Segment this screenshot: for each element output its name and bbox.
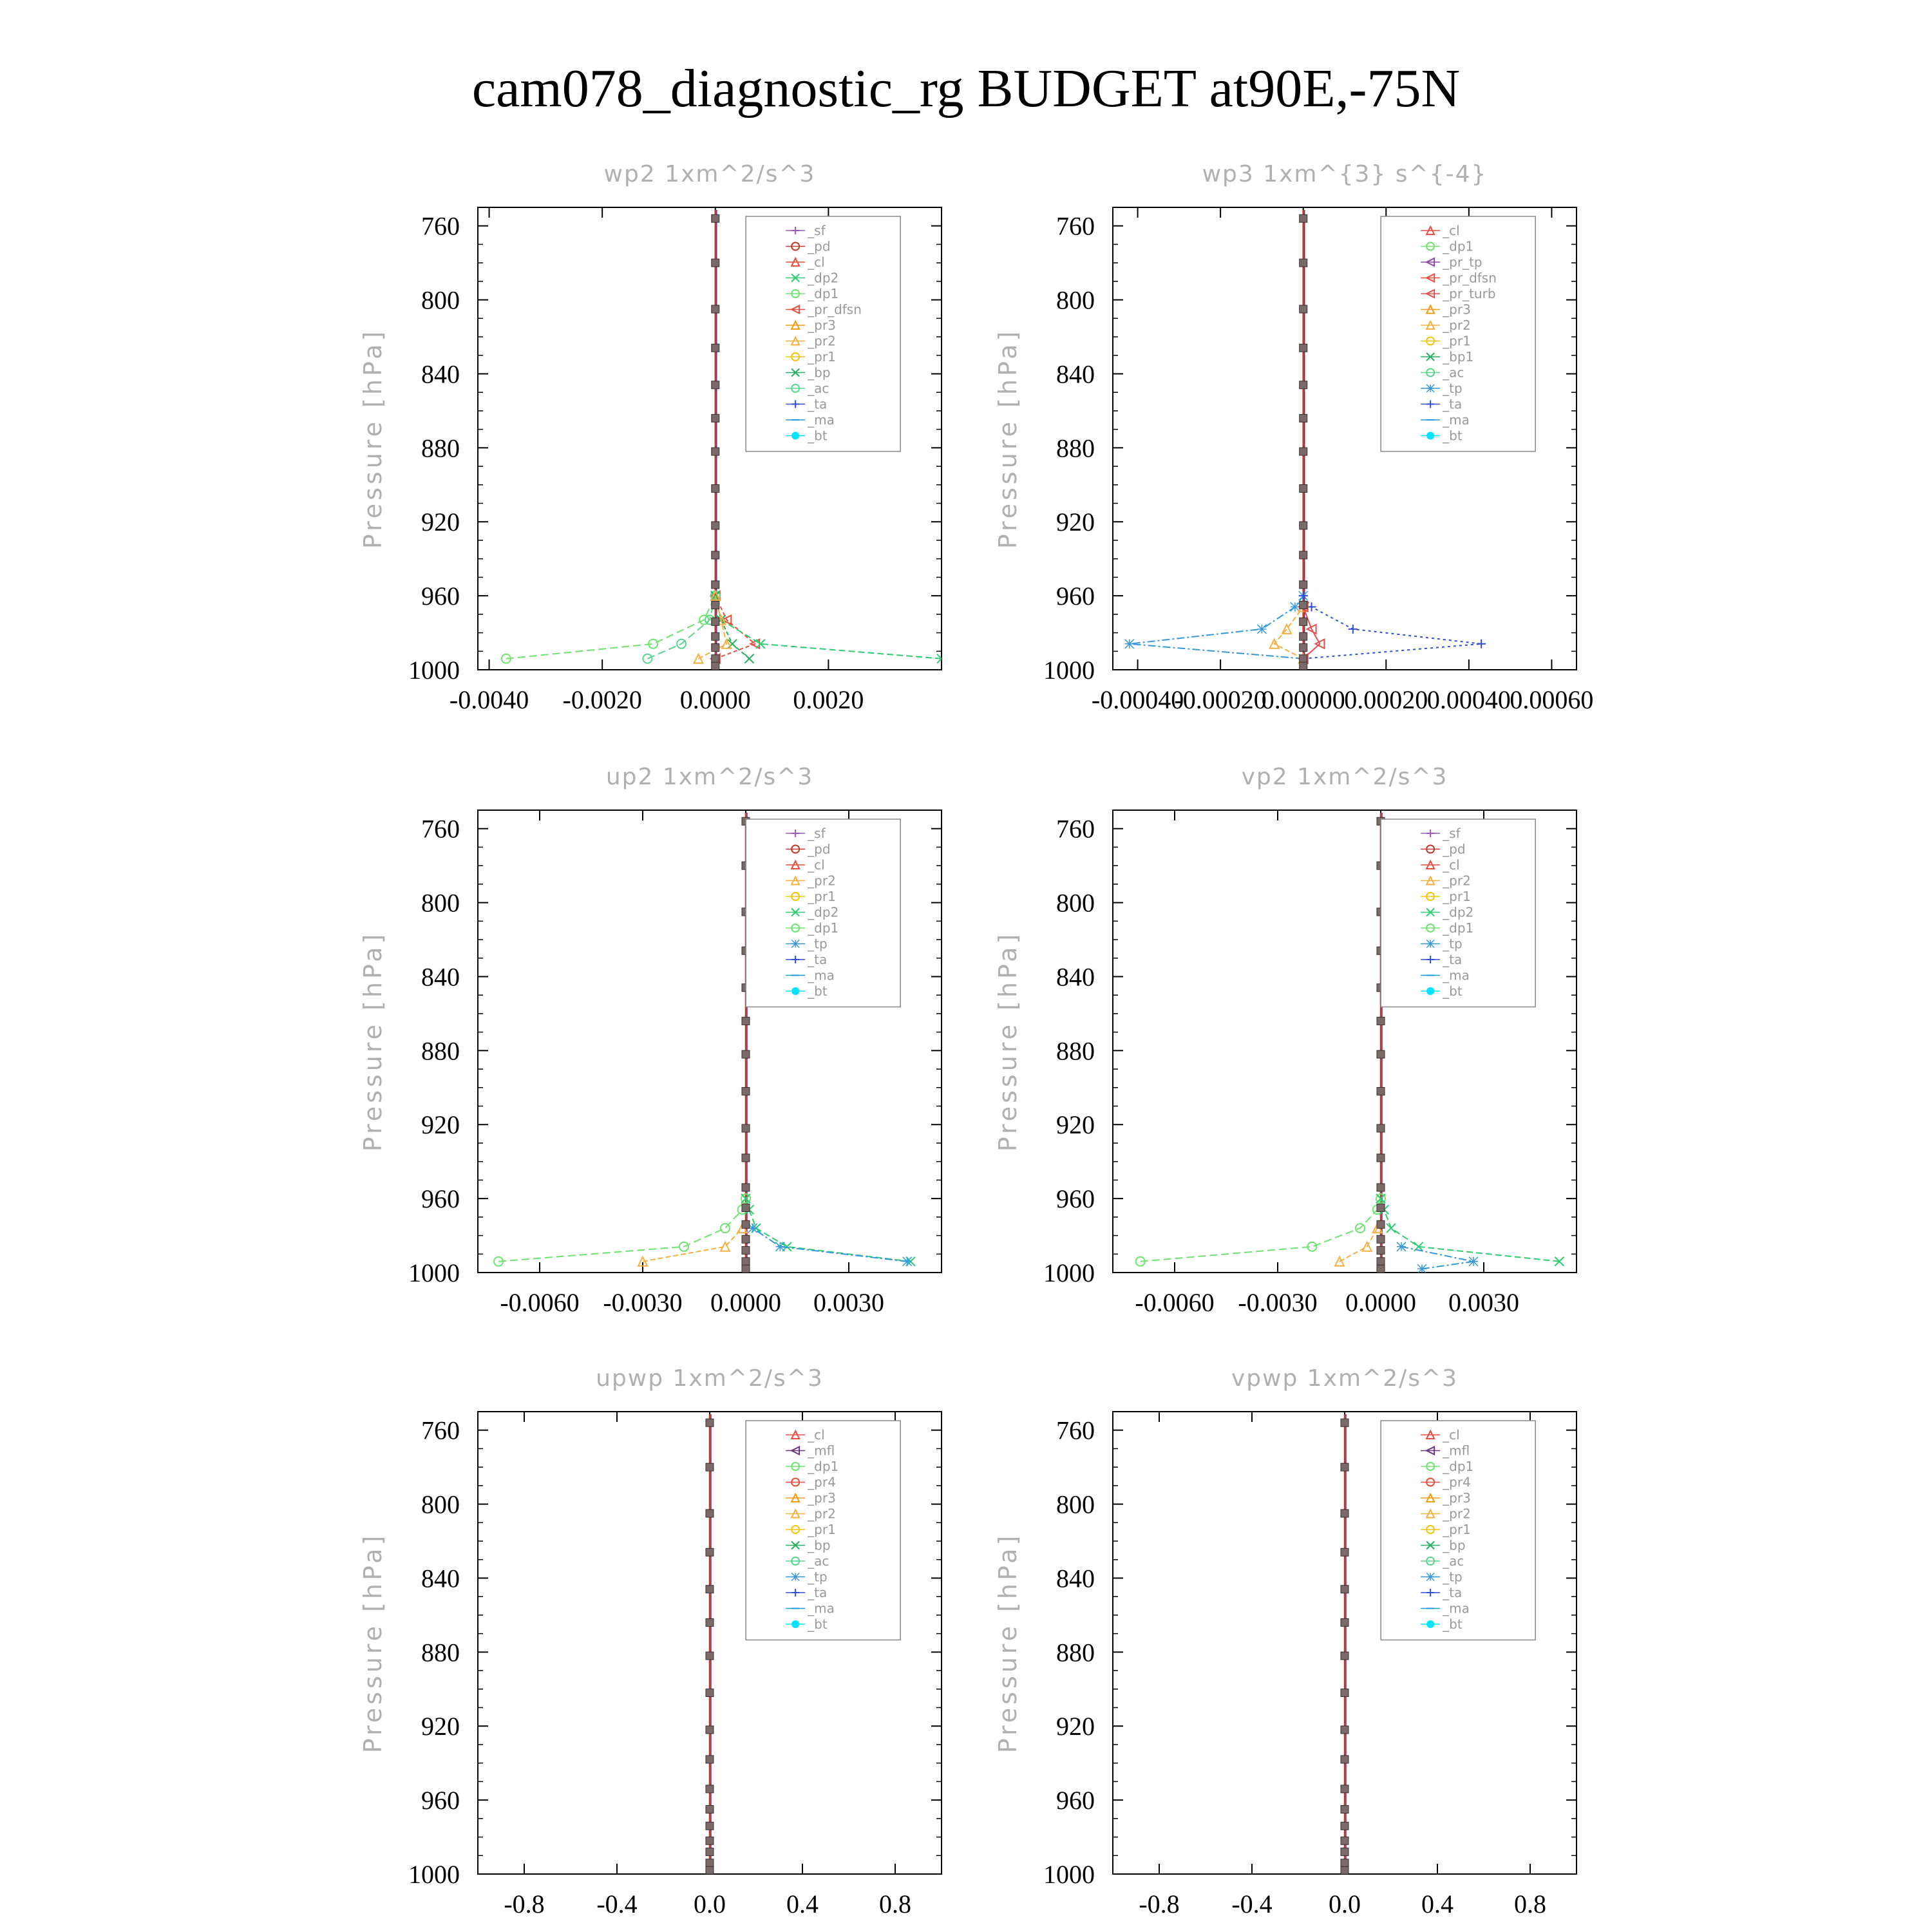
data-point [1469, 1257, 1478, 1266]
y-tick-label: 800 [421, 1490, 460, 1519]
y-tick-label: 760 [421, 814, 460, 844]
x-tick-label: -0.0030 [603, 1288, 683, 1317]
x-tick-label: -0.00040 [1091, 685, 1184, 714]
figure-title: cam078_diagnostic_rg BUDGET at90E,-75N [471, 59, 1461, 118]
x-tick-label: 0.4 [1421, 1889, 1454, 1918]
data-point [712, 618, 719, 625]
y-tick-label: 760 [1056, 211, 1095, 241]
data-point [706, 1463, 714, 1471]
data-point [706, 1689, 714, 1697]
data-point [712, 448, 719, 455]
x-tick-label: 0.8 [1514, 1889, 1546, 1918]
data-point [1341, 1689, 1349, 1697]
data-point [1257, 625, 1266, 634]
legend-label: _pr4 [808, 1474, 836, 1490]
legend-label: _ta [1443, 1585, 1463, 1600]
legend-label: _dp1 [808, 286, 839, 301]
legend-label: _ac [808, 381, 829, 396]
legend-label: _dp1 [808, 1459, 839, 1474]
legend-marker [791, 432, 799, 440]
legend-label: _ac [1443, 365, 1464, 381]
legend-label: _pr2 [1443, 317, 1471, 333]
legend-label: _pr1 [808, 889, 836, 904]
y-tick-label: 800 [1056, 888, 1095, 918]
legend-label: _ta [808, 952, 828, 967]
legend-label: _pr3 [1443, 301, 1471, 317]
data-point [712, 259, 719, 267]
legend-label: _dp1 [1443, 920, 1474, 936]
data-point [706, 1510, 714, 1517]
data-point [742, 1184, 750, 1191]
data-point [1341, 1837, 1349, 1844]
legend-label: _sf [808, 826, 826, 841]
data-point [1341, 1419, 1349, 1426]
data-point [706, 1586, 714, 1593]
y-tick-label: 840 [1056, 962, 1095, 992]
legend-label: _ma [1443, 1600, 1470, 1616]
data-point [1300, 551, 1307, 559]
data-point [1300, 632, 1307, 640]
x-tick-label: 0.0 [1329, 1889, 1361, 1918]
legend-label: _dp2 [808, 904, 839, 920]
legend-label: _bt [1443, 983, 1463, 999]
data-point [742, 1235, 750, 1243]
data-point [742, 1154, 750, 1162]
data-point [1377, 1204, 1385, 1211]
legend-label: _bp1 [1443, 349, 1474, 365]
legend-label: _pd [808, 238, 831, 254]
legend-label: _dp1 [1443, 238, 1474, 254]
y-tick-label: 960 [421, 1184, 460, 1214]
data-point [706, 1618, 714, 1626]
legend-label: _ta [1443, 396, 1463, 412]
legend-label: _bt [1443, 1616, 1463, 1632]
y-tick-label: 1000 [408, 1258, 460, 1287]
legend-marker [791, 987, 799, 995]
panel-title: wp3 1xm^{3} s^{-4} [1202, 161, 1488, 187]
y-tick-label: 1000 [1043, 1860, 1095, 1889]
data-point [1377, 1124, 1385, 1132]
data-point [706, 1726, 714, 1734]
data-point [1300, 618, 1307, 625]
data-point [712, 414, 719, 422]
x-tick-label: 0.0030 [1448, 1288, 1519, 1317]
y-tick-label: 840 [421, 962, 460, 992]
y-axis-label: Pressure [hPa] [359, 328, 387, 549]
panel-title: wp2 1xm^2/s^3 [603, 161, 816, 187]
y-tick-label: 880 [1056, 433, 1095, 463]
legend-label: _pr1 [808, 1522, 836, 1537]
y-axis-label: Pressure [hPa] [359, 1532, 387, 1754]
legend-label: _pr_tp [1443, 254, 1482, 270]
x-tick-label: 0.8 [879, 1889, 911, 1918]
legend-label: _dp2 [1443, 904, 1474, 920]
y-tick-label: 1000 [408, 656, 460, 685]
legend-label: _cl [1443, 1427, 1460, 1443]
data-point [1300, 414, 1307, 422]
legend-label: _pr_dfsn [808, 301, 862, 317]
data-point [742, 1050, 750, 1058]
y-tick-label: 880 [421, 433, 460, 463]
data-point [1300, 522, 1307, 529]
legend-label: _cl [808, 857, 825, 873]
legend-marker [791, 1573, 799, 1581]
data-point [1341, 1618, 1349, 1626]
legend-label: _ma [1443, 967, 1470, 983]
legend-label: _ma [808, 412, 835, 428]
legend-label: _bt [1443, 428, 1463, 444]
y-tick-label: 960 [1056, 1786, 1095, 1815]
x-tick-label: -0.4 [596, 1889, 638, 1918]
legend-label: _pr2 [1443, 873, 1471, 889]
y-tick-label: 920 [1056, 1110, 1095, 1140]
x-tick-label: -0.4 [1231, 1889, 1273, 1918]
legend-marker [1426, 987, 1434, 995]
legend-label: _pr_turb [1443, 286, 1496, 301]
data-point [712, 662, 719, 670]
legend-marker [1426, 1620, 1434, 1628]
x-tick-label: 0.00020 [1344, 685, 1428, 714]
x-tick-label: 0.0020 [793, 685, 864, 714]
legend [746, 216, 900, 451]
data-point [742, 1258, 750, 1265]
data-point [712, 601, 719, 609]
legend-label: _bp [1443, 1537, 1466, 1553]
data-point [712, 551, 719, 559]
data-point [1341, 1586, 1349, 1593]
data-point [1341, 1859, 1349, 1867]
data-point [1300, 448, 1307, 455]
data-point [712, 581, 719, 589]
data-point [706, 1848, 714, 1856]
data-point [742, 1017, 750, 1025]
y-tick-label: 800 [1056, 1490, 1095, 1519]
data-point [1300, 601, 1307, 609]
data-point [1341, 1726, 1349, 1734]
legend-label: _ta [808, 396, 828, 412]
y-tick-label: 840 [421, 1564, 460, 1593]
data-point [712, 214, 719, 222]
data-point [903, 1257, 912, 1266]
data-point [1300, 655, 1307, 663]
y-tick-label: 800 [421, 285, 460, 315]
y-tick-label: 1000 [408, 1860, 460, 1889]
y-axis-label: Pressure [hPa] [994, 931, 1022, 1152]
legend-label: _tp [1443, 381, 1463, 396]
y-tick-label: 1000 [1043, 1258, 1095, 1287]
legend-label: _ac [808, 1553, 829, 1569]
legend-label: _tp [1443, 1569, 1463, 1585]
data-point [1417, 1264, 1426, 1273]
legend-label: _cl [808, 1427, 825, 1443]
y-tick-label: 760 [1056, 814, 1095, 844]
y-axis-label: Pressure [hPa] [994, 328, 1022, 549]
x-tick-label: -0.8 [504, 1889, 545, 1918]
data-point [1377, 1235, 1385, 1243]
data-point [1341, 1822, 1349, 1830]
y-tick-label: 760 [421, 211, 460, 241]
legend-label: _pr2 [808, 1506, 836, 1522]
y-tick-label: 920 [421, 507, 460, 537]
legend-label: _tp [1443, 936, 1463, 952]
data-point [712, 381, 719, 389]
legend-label: _pr3 [1443, 1490, 1471, 1506]
legend-label: _ma [1443, 412, 1470, 428]
legend-label: _pr1 [1443, 889, 1471, 904]
y-tick-label: 840 [1056, 1564, 1095, 1593]
data-point [1377, 1184, 1385, 1191]
x-tick-label: -0.0040 [449, 685, 529, 714]
data-point [1125, 639, 1134, 649]
y-tick-label: 880 [421, 1638, 460, 1667]
legend-label: _bp [808, 1537, 831, 1553]
data-point [1300, 305, 1307, 313]
data-point [1300, 581, 1307, 589]
data-point [742, 1088, 750, 1095]
data-point [1300, 644, 1307, 652]
y-tick-label: 960 [1056, 1184, 1095, 1214]
data-point [706, 1805, 714, 1813]
data-point [1377, 1220, 1385, 1228]
legend-label: _dp1 [808, 920, 839, 936]
legend-label: _mfl [808, 1443, 835, 1459]
legend-label: _cl [1443, 857, 1460, 873]
data-point [1300, 485, 1307, 493]
legend-label: _ma [808, 1600, 835, 1616]
y-tick-label: 920 [1056, 1712, 1095, 1741]
data-point [712, 485, 719, 493]
legend-label: _tp [808, 1569, 828, 1585]
data-point [775, 1242, 784, 1251]
y-tick-label: 920 [421, 1712, 460, 1741]
data-point [1341, 1510, 1349, 1517]
legend-label: _pr1 [1443, 333, 1471, 349]
y-tick-label: 840 [421, 359, 460, 389]
legend-label: _cl [808, 254, 825, 270]
y-tick-label: 920 [1056, 507, 1095, 537]
data-point [1300, 662, 1307, 670]
legend-label: _pr_dfsn [1443, 270, 1497, 286]
y-tick-label: 880 [421, 1036, 460, 1066]
legend-marker [1426, 940, 1434, 948]
data-point [712, 305, 719, 313]
data-point [1377, 1017, 1385, 1025]
data-point [1377, 1247, 1385, 1255]
legend-label: _mfl [1443, 1443, 1470, 1459]
data-point [706, 1785, 714, 1793]
panel-title: vp2 1xm^2/s^3 [1241, 764, 1448, 790]
data-point [706, 1756, 714, 1763]
y-tick-label: 840 [1056, 359, 1095, 389]
legend-label: _tp [808, 936, 828, 952]
legend-label: _ac [1443, 1553, 1464, 1569]
data-point [1341, 1866, 1349, 1874]
data-point [706, 1548, 714, 1556]
y-tick-label: 920 [421, 1110, 460, 1140]
legend-label: _pr2 [808, 333, 836, 349]
data-point [706, 1866, 714, 1874]
legend-label: _cl [1443, 223, 1460, 238]
x-tick-label: 0.0000 [1345, 1288, 1416, 1317]
x-tick-label: 0.00060 [1510, 685, 1594, 714]
y-tick-label: 800 [1056, 285, 1095, 315]
data-point [1341, 1805, 1349, 1813]
data-point [706, 1822, 714, 1830]
data-point [742, 1204, 750, 1211]
data-point [1377, 1265, 1385, 1273]
legend-marker [1426, 384, 1434, 392]
x-tick-label: 0.00040 [1426, 685, 1511, 714]
legend-label: _dp1 [1443, 1459, 1474, 1474]
x-tick-label: -0.8 [1139, 1889, 1180, 1918]
x-tick-label: 0.00000 [1261, 685, 1345, 714]
y-tick-label: 800 [421, 888, 460, 918]
x-tick-label: 0.0000 [679, 685, 751, 714]
data-point [712, 632, 719, 640]
legend [1381, 819, 1535, 1007]
x-tick-label: -0.00020 [1174, 685, 1267, 714]
data-point [712, 655, 719, 663]
data-point [1377, 1154, 1385, 1162]
data-point [706, 1837, 714, 1844]
legend-label: _pd [808, 841, 831, 857]
legend-label: _ta [1443, 952, 1463, 967]
data-point [742, 1220, 750, 1228]
legend [746, 819, 900, 1007]
legend [1381, 216, 1535, 451]
y-tick-label: 960 [421, 582, 460, 611]
data-point [742, 1124, 750, 1132]
data-point [1377, 1258, 1385, 1265]
panel-title: up2 1xm^2/s^3 [605, 764, 814, 790]
legend-label: _pd [1443, 841, 1466, 857]
legend-label: _pr2 [808, 873, 836, 889]
legend-label: _pr3 [808, 317, 836, 333]
y-tick-label: 880 [1056, 1638, 1095, 1667]
legend-label: _pr1 [1443, 1522, 1471, 1537]
y-tick-label: 960 [421, 1786, 460, 1815]
legend-label: _bt [808, 428, 828, 444]
legend-label: _ta [808, 1585, 828, 1600]
data-point [712, 522, 719, 529]
data-point [1377, 1088, 1385, 1095]
data-point [706, 1652, 714, 1660]
data-point [1341, 1652, 1349, 1660]
y-axis-label: Pressure [hPa] [994, 1532, 1022, 1754]
y-tick-label: 1000 [1043, 656, 1095, 685]
legend-marker [1426, 432, 1434, 440]
legend-label: _pr4 [1443, 1474, 1471, 1490]
data-point [1341, 1756, 1349, 1763]
legend-label: _bt [808, 983, 828, 999]
x-tick-label: 0.4 [786, 1889, 819, 1918]
legend-label: _ma [808, 967, 835, 983]
panel-title: vpwp 1xm^2/s^3 [1231, 1365, 1459, 1392]
y-tick-label: 960 [1056, 582, 1095, 611]
data-point [1341, 1785, 1349, 1793]
legend-marker [791, 1620, 799, 1628]
legend-label: _sf [808, 223, 826, 238]
legend-label: _pr1 [808, 349, 836, 365]
x-tick-label: -0.0060 [500, 1288, 580, 1317]
x-tick-label: 0.0000 [710, 1288, 781, 1317]
data-point [1300, 214, 1307, 222]
data-point [706, 1419, 714, 1426]
data-point [742, 1247, 750, 1255]
legend-marker [1426, 1573, 1434, 1581]
data-point [706, 1859, 714, 1867]
y-tick-label: 760 [421, 1416, 460, 1445]
legend-marker [791, 940, 799, 948]
data-point [742, 1265, 750, 1273]
legend-label: _sf [1443, 826, 1461, 841]
data-point [1341, 1848, 1349, 1856]
x-tick-label: -0.0020 [562, 685, 642, 714]
legend-label: _pr2 [1443, 1506, 1471, 1522]
legend-label: _bp [808, 365, 831, 381]
legend [1381, 1421, 1535, 1640]
data-point [712, 644, 719, 652]
legend-label: _bt [808, 1616, 828, 1632]
data-point [1300, 381, 1307, 389]
y-tick-label: 760 [1056, 1416, 1095, 1445]
x-tick-label: 0.0030 [813, 1288, 884, 1317]
x-tick-label: -0.0030 [1238, 1288, 1318, 1317]
y-axis-label: Pressure [hPa] [359, 931, 387, 1152]
data-point [1300, 259, 1307, 267]
data-point [1377, 1050, 1385, 1058]
x-tick-label: -0.0060 [1135, 1288, 1215, 1317]
legend [746, 1421, 900, 1640]
data-point [1341, 1548, 1349, 1556]
data-point [1341, 1463, 1349, 1471]
data-point [1300, 344, 1307, 352]
x-tick-label: 0.0 [694, 1889, 726, 1918]
data-point [1397, 1242, 1406, 1251]
legend-label: _pr3 [808, 1490, 836, 1506]
legend-label: _dp2 [808, 270, 839, 286]
data-point [712, 344, 719, 352]
y-tick-label: 880 [1056, 1036, 1095, 1066]
panel-title: upwp 1xm^2/s^3 [596, 1365, 824, 1392]
